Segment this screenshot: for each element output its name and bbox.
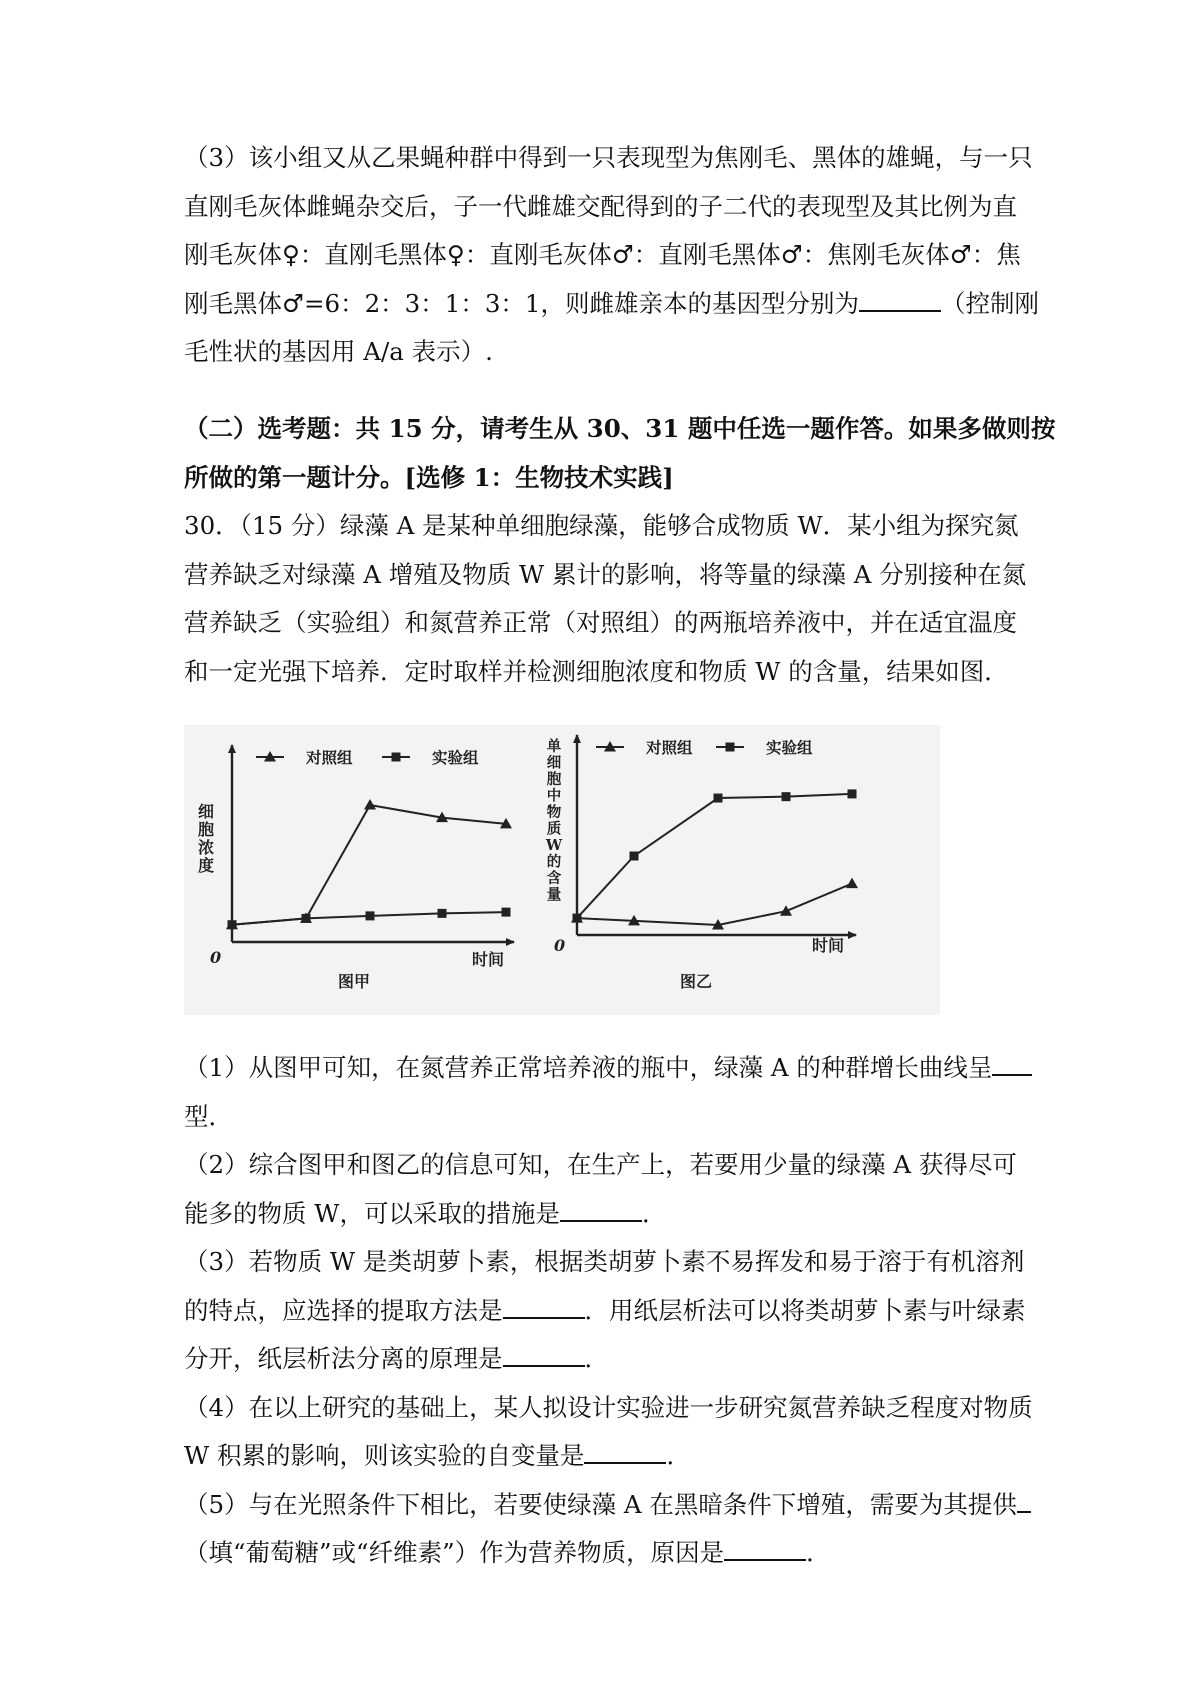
- data-point: [438, 909, 447, 918]
- text-segment: W 积累的影响，则该实验的自变量是: [184, 1441, 585, 1470]
- legend-label: 对照组: [306, 748, 353, 767]
- text-line: 所做的第一题计分。[选修 1：生物技术实践]: [184, 462, 674, 492]
- answer-blank: [1017, 1487, 1031, 1513]
- data-point: [364, 799, 376, 810]
- y-axis-label-char: 物: [546, 804, 562, 821]
- text-line: （2）综合图甲和图乙的信息可知，在生产上，若要用少量的绿藻 A 获得尽可: [184, 1150, 1017, 1179]
- text-segment: （填“葡萄糖”或“纤维素”）作为营养物质，原因是: [184, 1538, 725, 1567]
- text-segment: （5）与在光照条件下相比，若要使绿藻 A 在黑暗条件下增殖，需要为其提供: [184, 1489, 1017, 1519]
- legend-marker: [726, 743, 735, 752]
- answer-blank: [560, 1196, 642, 1222]
- y-axis-label-char: 浓: [197, 838, 215, 857]
- series-line: [232, 805, 506, 925]
- y-axis-label-char: 的: [546, 853, 562, 871]
- y-axis-label-char: 量: [546, 886, 562, 904]
- text-segment: 刚毛黑体♂=6：2：3：1：3：1，则雌雄亲本的基因型分别为: [184, 288, 860, 318]
- text-line: [184, 1190, 1036, 1239]
- text-line: 刚毛灰体♀：直刚毛黑体♀：直刚毛灰体♂：直刚毛黑体♂：焦刚毛灰体♂：焦: [184, 240, 1021, 269]
- sub-questions: [184, 1044, 1036, 1578]
- text-segment: ．: [806, 1538, 831, 1567]
- data-point: [630, 852, 639, 861]
- data-point: [573, 914, 582, 923]
- chart-title: 图甲: [337, 972, 371, 991]
- text-segment: 的特点，应选择的提取方法是: [184, 1295, 503, 1325]
- y-axis-label-char: 含: [546, 870, 562, 887]
- y-axis-label-char: 质: [546, 820, 562, 838]
- text-line: [184, 1335, 1036, 1384]
- data-point: [302, 914, 311, 923]
- question-3-paragraph: [184, 134, 1040, 377]
- legend-label: 对照组: [646, 738, 693, 757]
- text-line: 营养缺乏（实验组）和氮营养正常（对照组）的两瓶培养液中，并在适宜温度: [184, 608, 1017, 637]
- series-line: [577, 884, 852, 925]
- text-segment: 能多的物质 W，可以采取的措施是: [184, 1198, 560, 1228]
- data-point: [846, 878, 858, 889]
- legend-label: 实验组: [766, 738, 813, 757]
- y-axis-label-char: 细: [546, 754, 562, 772]
- text-line: 30．（15 分）绿藻 A 是某种单细胞绿藻，能够合成物质 W．某小组为探究氮: [184, 511, 1019, 540]
- answer-blank: [724, 1535, 806, 1561]
- legend-label: 实验组: [432, 748, 479, 767]
- figure: [184, 725, 940, 1015]
- text-line: [184, 1432, 1036, 1481]
- answer-blank: [584, 1438, 666, 1464]
- text-segment: ．: [584, 1344, 609, 1373]
- text-segment: ．: [666, 1441, 691, 1470]
- y-axis-label-char: W: [545, 837, 563, 854]
- y-axis-label-char: 胞: [546, 771, 562, 788]
- text-line: 直刚毛灰体雌蝇杂交后，子一代雌雄交配得到的子二代的表现型及其比例为直: [184, 191, 1017, 221]
- text-line: [184, 1044, 1036, 1093]
- answer-blank: [859, 286, 941, 312]
- origin-label: 0: [210, 948, 222, 967]
- text-segment: ．: [641, 1198, 667, 1228]
- text-line: [184, 1529, 1036, 1578]
- answer-blank: [503, 1341, 585, 1367]
- origin-label: 0: [554, 936, 566, 955]
- text-line: （4）在以上研究的基础上，某人拟设计实验进一步研究氮营养缺乏程度对物质: [184, 1392, 1033, 1422]
- figure-svg: [184, 725, 940, 1015]
- y-axis-label-char: 中: [546, 787, 562, 805]
- y-axis-label-char: 度: [197, 856, 215, 875]
- answer-blank: [503, 1293, 585, 1319]
- chart-title: 图乙: [679, 972, 713, 991]
- text-line: （3）该小组又从乙果蝇种群中得到一只表现型为焦刚毛、黑体的雄蝇，与一只: [184, 143, 1033, 172]
- text-line: （3）若物质 W 是类胡萝卜素，根据类胡萝卜素不易挥发和易于溶于有机溶剂: [184, 1247, 1025, 1276]
- data-point: [714, 794, 723, 803]
- x-axis-label: 时间: [812, 936, 845, 955]
- text-segment: （1）从图甲可知，在氮营养正常培养液的瓶中，绿藻 A 的种群增长曲线呈: [184, 1053, 993, 1082]
- text-segment: 分开，纸层析法分离的原理是: [184, 1344, 503, 1373]
- y-axis-label-char: 细: [197, 802, 215, 821]
- data-point: [782, 792, 791, 801]
- y-axis-label-char: 胞: [197, 820, 215, 839]
- data-point: [228, 920, 237, 929]
- text-segment: （控制刚: [941, 288, 1040, 318]
- x-axis-label: 时间: [472, 950, 505, 969]
- text-line: 营养缺乏对绿藻 A 增殖及物质 W 累计的影响，将等量的绿藻 A 分别接种在氮: [184, 559, 1027, 589]
- series-line: [577, 794, 852, 918]
- data-point: [848, 789, 857, 798]
- data-point: [502, 908, 511, 917]
- text-line: [184, 1287, 1036, 1336]
- text-line: 和一定光强下培养．定时取样并检测细胞浓度和物质 W 的含量，结果如图．: [184, 656, 1009, 686]
- text-segment: ．用纸层析法可以将类胡萝卜素与叶绿素: [584, 1295, 1026, 1325]
- answer-blank: [992, 1050, 1032, 1076]
- text-line: [184, 280, 1040, 329]
- y-axis-label-char: 单: [546, 738, 562, 755]
- text-line: [184, 1481, 1036, 1530]
- question-30-paragraph: [184, 502, 1036, 696]
- legend-marker: [392, 753, 401, 762]
- section-heading: [184, 405, 1056, 502]
- text-line: 型．: [184, 1101, 233, 1131]
- text-line: 毛性状的基因用 A/a 表示）.: [184, 337, 493, 366]
- data-point: [366, 911, 375, 920]
- text-line: （二）选考题：共 15 分，请考生从 30、31 题中任选一题作答。如果多做则按: [184, 414, 1056, 443]
